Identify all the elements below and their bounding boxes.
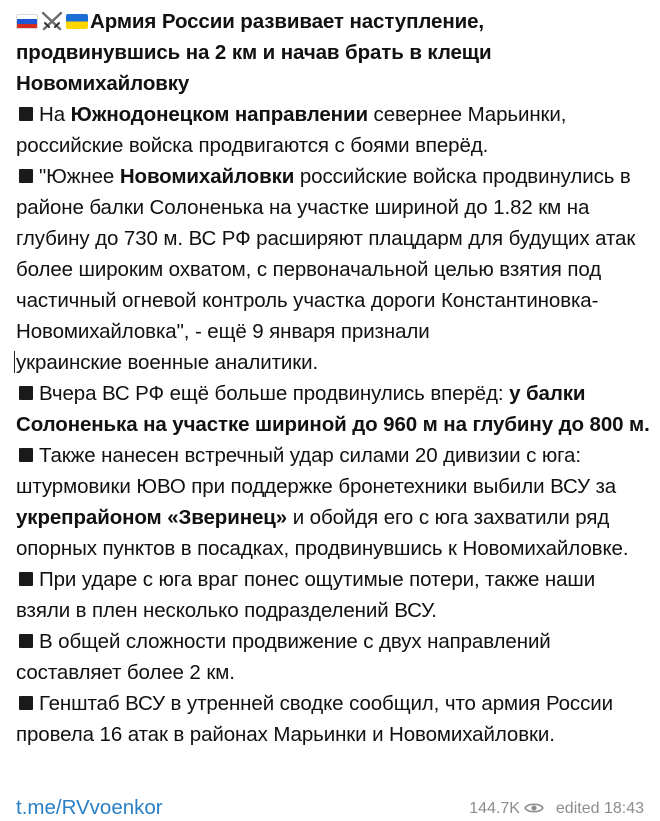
view-count: 144.7K xyxy=(469,800,520,817)
black-square-icon xyxy=(19,696,33,710)
p1-text-a: На xyxy=(39,103,71,126)
black-square-icon xyxy=(19,169,33,183)
message-footer xyxy=(16,795,644,821)
p5-text: При ударе с юга враг понес ощутимые потери, также наши взяли в плен несколько подразделений ВСУ. xyxy=(16,568,596,622)
paragraph-5 xyxy=(16,564,650,626)
paragraph-7 xyxy=(16,688,650,750)
paragraph-1 xyxy=(16,99,650,161)
black-square-icon xyxy=(19,386,33,400)
post-title-line xyxy=(16,6,650,99)
post-title: Армия России развивает наступление, продвинувшись на 2 км и начав брать в клещи Новомихайловку xyxy=(16,10,492,95)
p4-text-bold: укрепрайоном «Зверинец» xyxy=(16,506,288,529)
p2-text-a: "Южнее xyxy=(39,165,120,188)
ukraine-flag-icon xyxy=(66,14,88,29)
p3-text-bold: у балки Солоненька на участке шириной до 960 м на глубину до 800 м. xyxy=(16,382,650,436)
p4-text-a: Также нанесен встречный удар силами 20 дивизии с юга: штурмовики ЮВО при поддержке бронетехники выбили ВСУ за xyxy=(16,444,617,498)
black-square-icon xyxy=(19,572,33,586)
p4-text-c: и обойдя его с юга захватили ряд опорных пунктов в посадках, продвинувшись к Новомихайловке. xyxy=(16,506,629,560)
message-time: 18:43 xyxy=(603,800,644,817)
black-square-icon xyxy=(19,634,33,648)
paragraph-6 xyxy=(16,626,650,688)
p7-text: Генштаб ВСУ в утренней сводке сообщил, что армия России провела 16 атак в районах Марьинки и Новомихайловки. xyxy=(16,692,613,746)
p3-text-a: Вчера ВС РФ ещё больше продвинулись вперёд: xyxy=(39,382,510,405)
p2-text-bold: Новомихайловки xyxy=(119,165,295,188)
p2-text-d: украинские военные аналитики. xyxy=(16,351,319,374)
paragraph-4 xyxy=(16,440,650,564)
black-square-icon xyxy=(19,107,33,121)
paragraph-2 xyxy=(16,161,650,378)
text-cursor xyxy=(14,351,15,373)
p2-text-c: российские войска продвинулись в районе балки Солоненька на участке шириной до 1.82 км на глубину до 730 м. ВС РФ расширяют плацдарм для будущих атак более широким охватом, с первоначальной целью взятия под частичный огневой контроль участка дороги Константиновка-Новомихайловка", - ещё 9 января признали xyxy=(16,165,636,343)
black-square-icon xyxy=(19,448,33,462)
russia-flag-icon xyxy=(16,14,38,29)
paragraph-3 xyxy=(16,378,650,440)
message-meta xyxy=(469,799,644,819)
p6-text: В общей сложности продвижение с двух направлений составляет более 2 км. xyxy=(16,630,551,684)
eye-icon xyxy=(524,802,544,814)
channel-link[interactable]: t.me/RVvoenkor xyxy=(16,796,163,819)
p1-text-bold: Южнодонецком направлении xyxy=(70,103,368,126)
p1-text-c: севернее Марьинки, российские войска продвигаются с боями вперёд. xyxy=(16,103,567,157)
crossed-swords-icon xyxy=(40,10,64,32)
edited-label: edited xyxy=(555,800,600,817)
